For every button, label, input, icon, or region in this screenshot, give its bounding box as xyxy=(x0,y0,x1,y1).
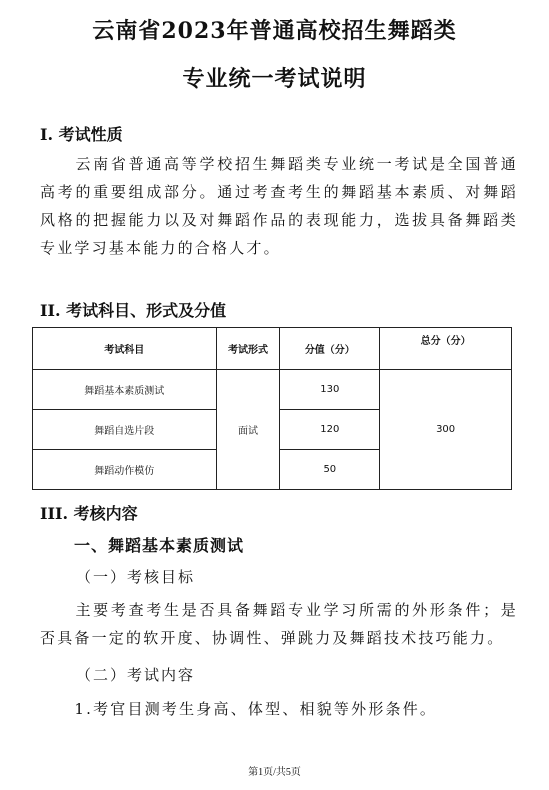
table-header-row xyxy=(33,328,512,370)
section1-heading: I. 考试性质 xyxy=(40,125,123,144)
exam-form-cell: 面试 xyxy=(216,370,280,490)
row-subject: 舞蹈自选片段 xyxy=(33,410,217,450)
row-subject: 舞蹈动作模仿 xyxy=(33,450,217,490)
header-form: 考试形式 xyxy=(216,328,280,370)
section1-paragraph: 云南省普通高等学校招生舞蹈类专业统一考试是全国普通高考的重要组成部分。通过考查考生的舞蹈基本素质、对舞蹈风格的把握能力以及对舞蹈作品的表现能力，选拔具备舞蹈类专业学习基本能力的合格人才。 xyxy=(40,155,518,257)
row-subject: 舞蹈基本素质测试 xyxy=(33,370,217,410)
total-score-cell: 300 xyxy=(380,370,512,490)
goal-label: （一）考核目标 xyxy=(76,568,196,586)
section2-heading: II. 考试科目、形式及分值 xyxy=(40,301,227,320)
content-item-1: 1.考官目测考生身高、体型、相貌等外形条件。 xyxy=(40,700,438,718)
section3-subheading: 一、舞蹈基本素质测试 xyxy=(74,536,245,555)
document-title-line2: 专业统一考试说明 xyxy=(182,66,367,92)
header-subject: 考试科目 xyxy=(33,328,217,370)
exam-subjects-table xyxy=(32,327,512,490)
header-total: 总分（分） xyxy=(380,328,512,370)
document-title-line1: 云南省2023年普通高校招生舞蹈类 xyxy=(92,18,457,44)
row-score: 130 xyxy=(280,370,380,410)
header-score: 分值（分） xyxy=(280,328,380,370)
page-footer: 第1页/共5页 xyxy=(248,767,301,778)
goal-text: 主要考查考生是否具备舞蹈专业学习所需的外形条件；是否具备一定的软开度、协调性、弹跳力及舞蹈技术技巧能力。 xyxy=(40,601,518,647)
table-row xyxy=(33,370,512,410)
section3-heading: III. 考核内容 xyxy=(40,504,138,523)
content-label: （二）考试内容 xyxy=(76,666,196,684)
row-score: 50 xyxy=(280,450,380,490)
row-score: 120 xyxy=(280,410,380,450)
